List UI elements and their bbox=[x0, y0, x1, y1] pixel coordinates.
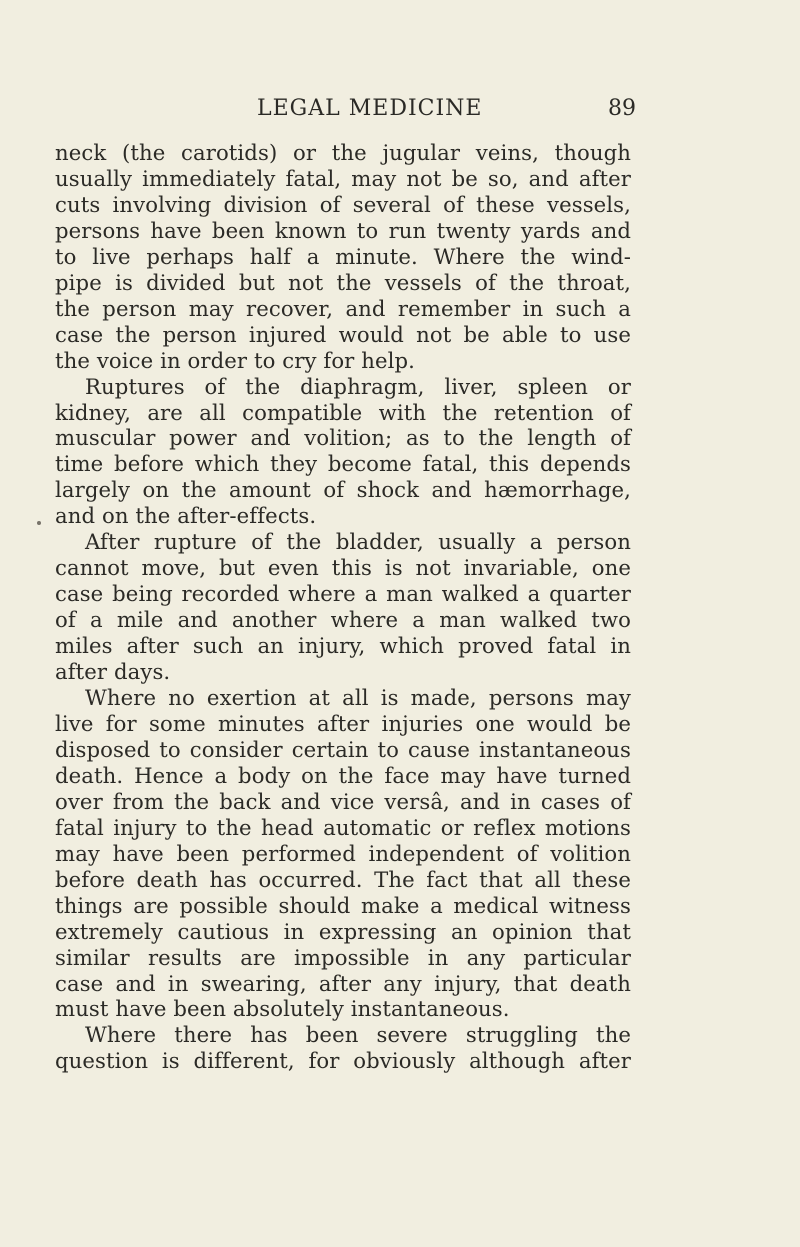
text-line: case being recorded where a man walked a quarter bbox=[55, 581, 631, 607]
text-line: Ruptures of the diaphragm, liver, spleen or bbox=[85, 373, 631, 399]
text-line: the person may recover, and remember in such a bbox=[55, 295, 631, 321]
page-header bbox=[0, 96, 800, 126]
text-line: live for some minutes after injuries one would be bbox=[55, 710, 631, 736]
margin-mark bbox=[37, 521, 41, 525]
text-line: disposed to consider certain to cause instantaneous bbox=[55, 736, 631, 762]
text-line: persons have been known to run twenty yards and bbox=[55, 217, 631, 243]
text-line: neck (the carotids) or the jugular veins, though bbox=[55, 140, 631, 165]
text-line: After rupture of the bladder, usually a person bbox=[85, 529, 631, 555]
text-line: similar results are impossible in any particular bbox=[55, 944, 631, 970]
text-line: after days. bbox=[55, 659, 171, 685]
text-line: extremely cautious in expressing an opinion that bbox=[55, 918, 631, 944]
body-text bbox=[55, 140, 631, 1074]
text-line: question is different, for obviously although after bbox=[55, 1048, 631, 1074]
text-line: before death has occurred. The fact that all these bbox=[55, 866, 631, 892]
text-line: the voice in order to cry for help. bbox=[55, 347, 416, 373]
text-line: usually immediately fatal, may not be so, and after bbox=[55, 165, 631, 191]
text-line: muscular power and volition; as to the length of bbox=[55, 425, 631, 451]
text-line: may have been performed independent of volition bbox=[55, 840, 631, 866]
text-line: things are possible should make a medical witness bbox=[55, 892, 631, 918]
text-line: and on the after-effects. bbox=[55, 503, 317, 529]
text-line: to live perhaps half a minute. Where the wind- bbox=[55, 243, 631, 269]
text-line: time before which they become fatal, this depends bbox=[55, 451, 631, 477]
text-line: of a mile and another where a man walked two bbox=[55, 607, 631, 633]
text-line: cannot move, but even this is not invariable, one bbox=[55, 555, 631, 581]
text-line: must have been absolutely instantaneous. bbox=[55, 996, 510, 1022]
text-line: fatal injury to the head automatic or reflex motions bbox=[55, 814, 631, 840]
text-line: case and in swearing, after any injury, that death bbox=[55, 970, 631, 996]
text-line: over from the back and vice versâ, and in cases of bbox=[55, 788, 631, 814]
text-line: miles after such an injury, which proved fatal in bbox=[55, 633, 631, 659]
text-line: case the person injured would not be able to use bbox=[55, 321, 631, 347]
page-number: 89 bbox=[608, 96, 636, 121]
text-line: pipe is divided but not the vessels of the throat, bbox=[55, 269, 631, 295]
text-line: Where no exertion at all is made, persons may bbox=[85, 685, 631, 711]
text-line: cuts involving division of several of these vessels, bbox=[55, 191, 631, 217]
text-line: kidney, are all compatible with the retention of bbox=[55, 399, 631, 425]
text-line: largely on the amount of shock and hæmorrhage, bbox=[55, 477, 631, 503]
running-head: LEGAL MEDICINE bbox=[257, 96, 483, 121]
text-line: Where there has been severe struggling the bbox=[85, 1022, 631, 1048]
text-line: death. Hence a body on the face may have turned bbox=[55, 762, 631, 788]
